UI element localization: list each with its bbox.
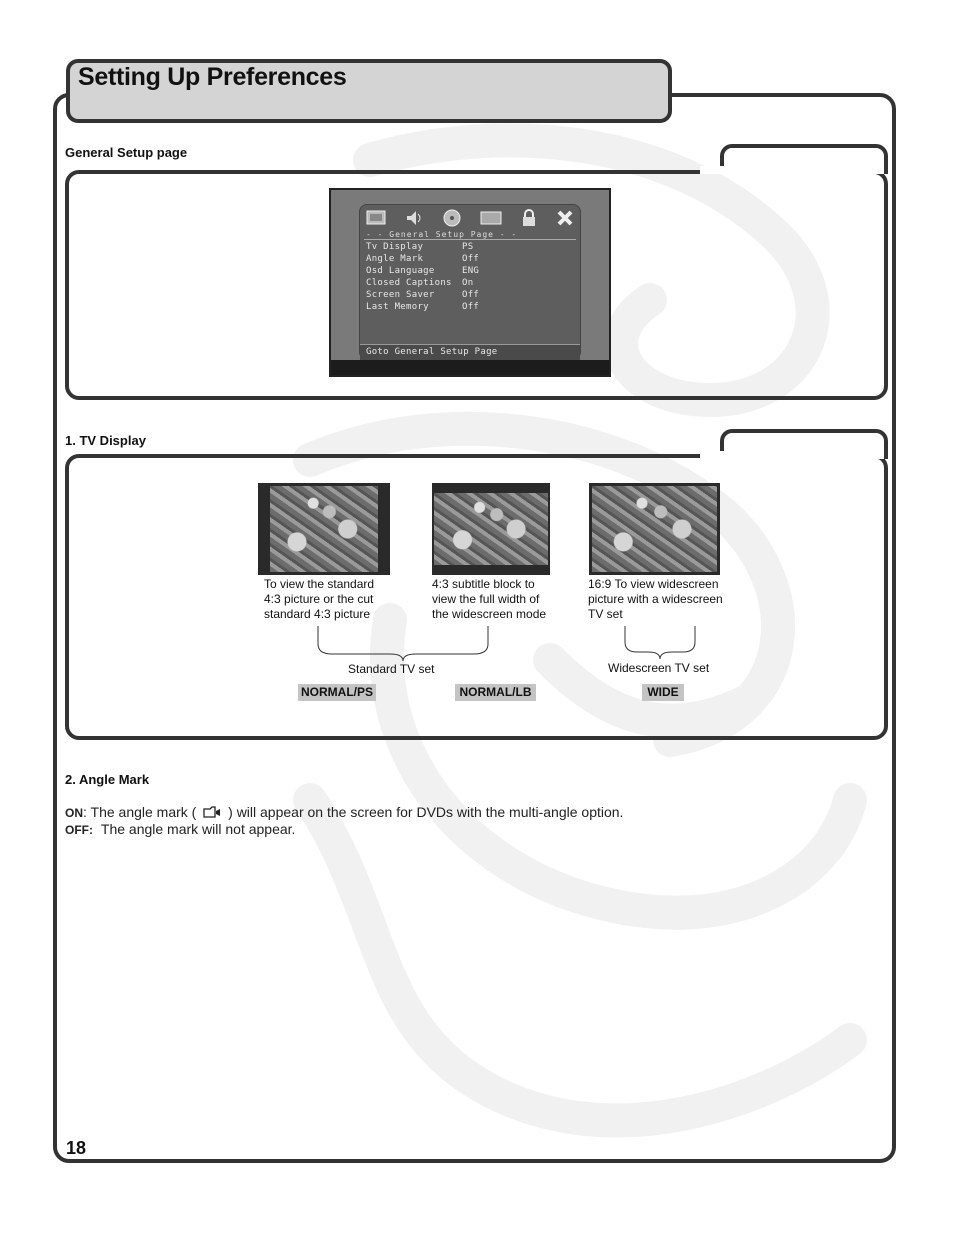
tv-display-panel-tab <box>720 429 888 459</box>
off-key: OFF: <box>65 823 93 837</box>
wide-thumbnail <box>589 483 720 575</box>
normal-lb-caption: 4:3 subtitle block to view the full width of the widescreen mode <box>432 577 547 621</box>
apple-tree-photo <box>592 486 717 572</box>
page-title: Setting Up Preferences <box>78 63 347 91</box>
preferences-icon <box>480 210 502 226</box>
osd-item: Closed Captions On <box>366 278 474 288</box>
angle-mark-on-line <box>65 804 623 820</box>
mode-normal-lb-badge: NORMAL/LB <box>455 684 536 701</box>
osd-item: Tv Display PS <box>366 242 474 252</box>
audio-icon <box>404 209 424 227</box>
wide-caption: 16:9 To view widescreen picture with a widescreen TV set <box>588 577 723 621</box>
osd-icon-bar <box>366 207 574 229</box>
angle-mark-heading: 2. Angle Mark <box>65 772 150 787</box>
widescreen-tv-bracket <box>620 624 700 662</box>
off-text: The angle mark will not appear. <box>100 821 296 837</box>
osd-item: Screen Saver Off <box>366 290 480 300</box>
tab-gap <box>700 166 730 174</box>
osd-footer: Goto General Setup Page <box>366 347 498 357</box>
camera-angle-icon <box>202 806 222 818</box>
osd-item: Last Memory Off <box>366 302 480 312</box>
osd-item: Angle Mark Off <box>366 254 480 264</box>
on-key: ON <box>65 806 83 820</box>
general-setup-panel-tab <box>720 144 888 174</box>
angle-mark-off-line <box>65 821 295 837</box>
on-text-after: ) will appear on the screen for DVDs with the multi-angle option. <box>228 804 624 820</box>
widescreen-tv-label: Widescreen TV set <box>608 661 710 675</box>
osd-item-list <box>366 241 479 313</box>
osd-menu-box <box>359 204 581 360</box>
normal-lb-thumbnail <box>432 483 550 575</box>
osd-footer-bar <box>360 344 580 360</box>
osd-header: - - General Setup Page - - <box>366 230 518 239</box>
mode-normal-ps-badge: NORMAL/PS <box>298 684 376 701</box>
tab-gap <box>700 451 730 459</box>
close-icon <box>556 209 574 227</box>
general-setup-osd-screen <box>329 188 611 377</box>
standard-tv-bracket <box>310 624 496 662</box>
lock-icon <box>520 208 538 228</box>
page-number: 18 <box>66 1138 87 1158</box>
general-setup-heading: General Setup page <box>65 145 188 160</box>
tv-screen-icon <box>366 210 386 226</box>
osd-bottom-strip <box>331 360 611 377</box>
normal-ps-caption: To view the standard 4:3 picture or the cut standard 4:3 picture <box>264 577 375 621</box>
mode-wide-badge: WIDE <box>642 684 684 701</box>
osd-divider <box>364 239 576 240</box>
standard-tv-label: Standard TV set <box>348 662 435 676</box>
apple-tree-photo <box>270 486 378 572</box>
apple-tree-photo <box>434 493 548 565</box>
normal-ps-thumbnail <box>258 483 390 575</box>
on-text-before: : The angle mark ( <box>83 804 197 820</box>
osd-item: Osd Language ENG <box>366 266 480 276</box>
tv-display-heading: 1. TV Display <box>65 433 146 448</box>
disc-icon <box>442 209 462 227</box>
